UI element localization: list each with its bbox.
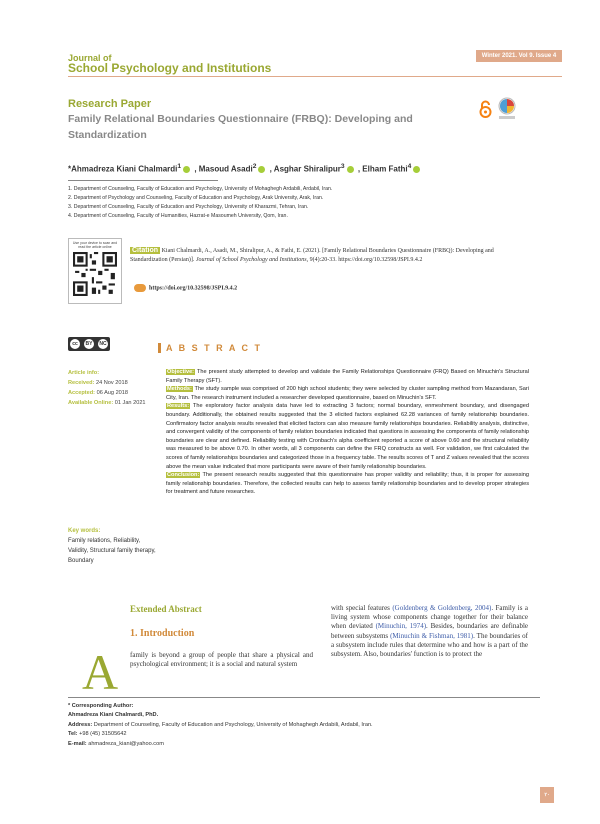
qr-note: Use your device to scan and read the article online [72,241,118,249]
by-icon: BY [85,341,93,347]
cc-icon: cc [70,339,80,349]
affiliation: 3. Department of Counseling, Faculty of Education and Psychology, University of Kharazmi, Tehran, Iran. [68,204,309,210]
author-2: , Masoud Asadi [194,164,253,174]
creative-commons-badge[interactable] [68,337,110,351]
orcid-icon[interactable] [183,166,190,173]
affiliation: 2. Department of Psychology and Counseling, Faculty of Education and Psychology, Arak University, Arak, Iran. [68,195,324,201]
page-number: ۲۰ [540,787,554,803]
reference-link[interactable]: (Minuchin & Fishman, 1981) [390,631,474,640]
doi-icon [134,284,146,292]
section-heading: 1. Introduction [130,628,195,639]
affiliation-list [68,185,332,221]
author-3: , Asghar Shiralipur [269,164,341,174]
paper-type: Research Paper [68,98,152,110]
crossmark-icon[interactable] [497,97,517,121]
issue-tag: Winter 2021. Vol 9. Issue 4 [476,50,562,62]
orcid-icon[interactable] [413,166,420,173]
orcid-icon[interactable] [258,166,265,173]
abstract-marker [158,343,161,353]
keywords: Key words: Family relations, Reliability, Validity, Structural family therapy, Boundary [68,528,156,564]
header-divider [68,76,562,77]
article-info: Article info: Received: 24 Nov 2018 Accepted: 06 Aug 2018 Available Online: 01 Jan 2021 [68,370,146,406]
body-column-1: family is beyond a group of people that share a physical and psychological environment; it is a social and natural system [130,651,313,668]
affiliation-divider [68,180,218,181]
paper-title: Family Relational Boundaries Questionnaire (FRBQ): Developing and Standardization [68,113,413,141]
journal-name-small: Journal of [68,53,112,63]
journal-name: School Psychology and Institutions [68,61,272,75]
affiliation: 1. Department of Counseling, Faculty of Education and Psychology, University of Mohaghegh Ardabili, Ardabil, Iran. [68,186,333,192]
reference-link[interactable]: (Goldenberg & Goldenberg, 2004) [392,604,492,612]
open-access-icon [478,99,493,119]
citation-label: Citation [132,247,159,254]
corresponding-author: * Corresponding Author: Ahmadreza Kiani Chalmardi, PhD. Address: Department of Counseling, Faculty of Education and Psychology, University of Mohaghegh Ardabili, Ardabil, Iran. Tel: +98 (45) 31505642 E-mail: ahmadreza_kiani@yahoo.com [68,703,373,747]
drop-cap: A [82,644,119,700]
nc-icon: NC [99,341,107,347]
doi-link[interactable]: https://doi.org/10.32598/JSPI.9.4.2 [134,284,237,292]
reference-link[interactable]: (Minuchin, 1974) [375,622,427,631]
extended-abstract-heading: Extended Abstract [130,604,202,614]
affiliation: 4. Department of Counseling, Faculty of Humanities, Hazrat-e Masoumeh University, Qom, Iran. [68,213,288,219]
author-list: *Ahmadreza Kiani Chalmardi$^1$ , Masoud Asadi$^2$ , Asghar Shiralipur$^3$ , Elham Fathi$^4$ [68,163,422,174]
citation: Citation Kiani Chalmardi, A., Asadi, M., Shiralipur, A., & Fathi, E. (2021). [Family Relational Boundaries Questionnaire (FRBQ): Developing and Standardization (Persian)]. Journal of School Psychology and Institutions, 9(4):20-33. https://doi.org/10.32598/JSPI.9.4.2 [130,247,494,263]
author-4: , Elham Fathi [357,164,408,174]
abstract-body: Objective: The present study attempted to develop and validate the Family Relationships Questionnaire (FRQ) Based on Minuchin's Structural Family Therapy (SFT). Methods: The study sample was comprised of 200 high school students; they were selected by cluster sampling method from Mazandaran, Sari City, Iran. The research instrument included a researcher developed questionnaire, based on Minuchin's SFT. Results: The exploratory factor analysis data have led to extracting 3 factors; normal boundary, enmeshment boundary, and disengaged boundary. Additionally, the obtained results suggested that the 3 elicited factors explained 62.28 variances of family relationship boundaries. Confirmatory factor analysis results revealed that elicited factors can also measure family relationships boundaries. Reliability analysis, distinctive, and convergent validity of the components of family relation boundaries indicated that questions in assessing the components of family relationship boundaries are clear and defined. Reliability testing with Cronbach's alpha coefficient reported a score of above 0.60 and the structural reliability was measured to be above 0.70. In other words, all 3 components can define the FRQ constructs as well. For validation, we first calculated the scores of family relationships boundaries and categorized those in a frequency table. The results scores of T and Z values revealed that the scores above the mean value indicated that more participants were aware of their family relationship boundaries. Conclusion: The present research results suggested that this questionnaire has proper validity and reliability; thus, it is proper for assessing family relationship boundaries. Therefore, the collected results can help to assess family relationship boundaries and to develop proper strategies for treatment and future researches. [166,369,529,496]
footnote-divider [68,697,540,698]
orcid-icon[interactable] [347,166,354,173]
author-1: *Ahmadreza Kiani Chalmardi [68,164,178,174]
qr-code-icon[interactable] [73,252,117,296]
abstract-heading: A B S T R A C T [166,343,262,353]
email-link[interactable]: ahmadreza_kiani@yahoo.com [86,740,164,747]
body-column-2: with special features (Goldenberg & Goldenberg, 2004). Family is a living system whose components change together for their balance when deviated (Minuchin, 1974). Besides, boundaries are definable between subsystems (Minuchin & Fishman, 1981). The boundaries of a subsystem include rules that determine who and how is a part of the subsystem. Also, boundaries' function is to protect the [331,604,528,659]
